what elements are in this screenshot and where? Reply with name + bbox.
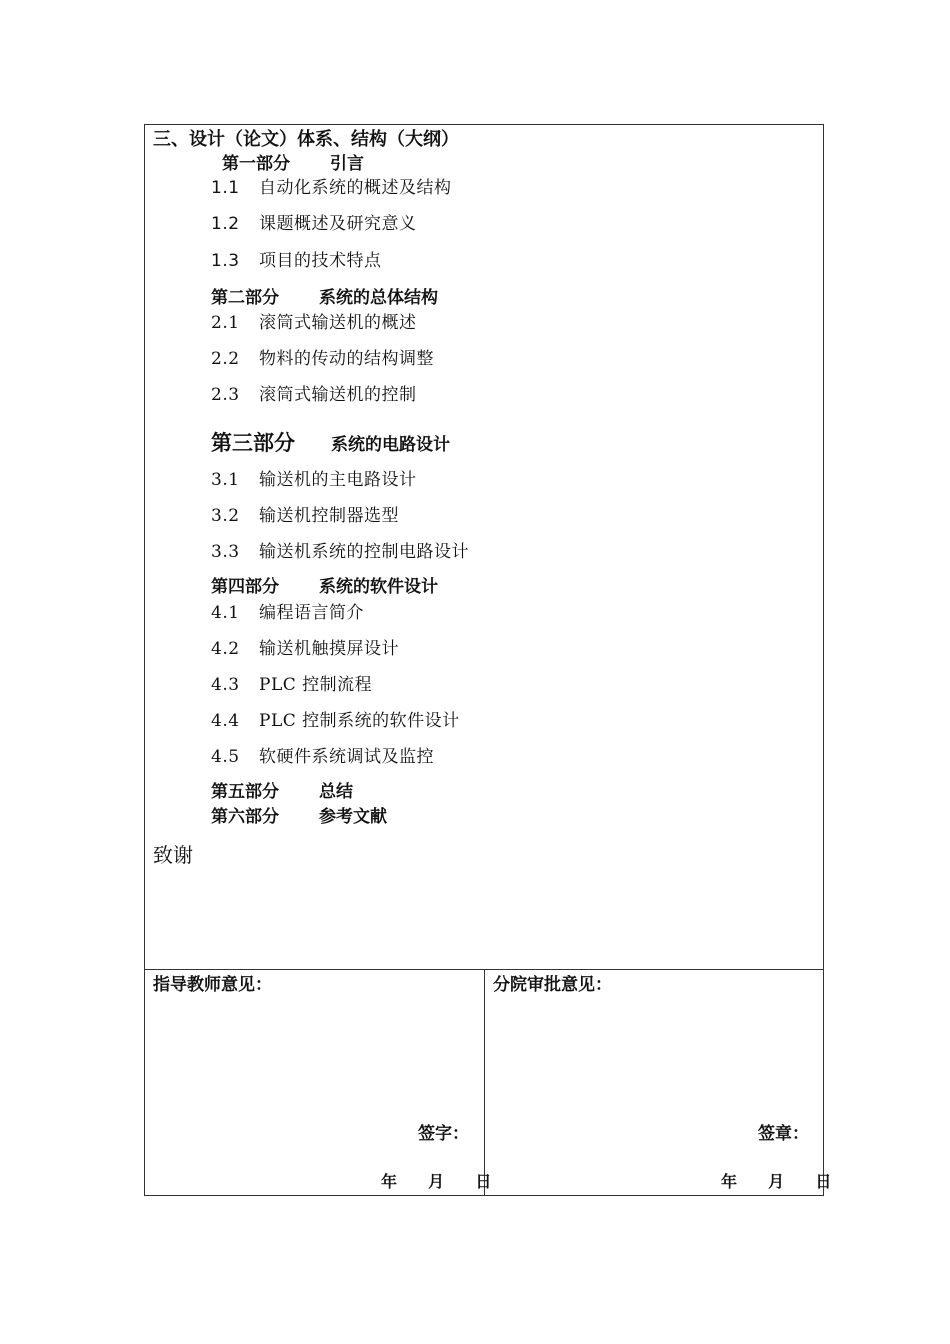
item-number: 2.2 [211, 349, 240, 369]
part-title: 系统的总体结构 [319, 288, 438, 308]
year-label: 年 [381, 1172, 398, 1191]
part-heading-4 [211, 579, 438, 596]
day-label: 日 [475, 1172, 492, 1191]
part-title: 系统的软件设计 [319, 577, 438, 597]
item-text: 输送机的主电路设计 [259, 470, 417, 490]
advisor-opinion-label: 指导教师意见： [153, 975, 272, 995]
item-number: 1.1 [211, 178, 240, 198]
outline-item-2-1 [211, 315, 417, 332]
item-number: 3.2 [211, 506, 240, 526]
part-heading-3 [211, 433, 450, 454]
part-label: 第一部分 [222, 154, 290, 174]
outline-item-4-1 [211, 605, 364, 622]
outline-item-4-2 [211, 641, 399, 658]
item-text: 滚筒式输送机的概述 [259, 313, 417, 333]
item-number: 1.2 [211, 214, 240, 234]
item-number: 4.5 [211, 747, 240, 767]
part-label: 第三部分 [211, 431, 295, 455]
item-number: 3.3 [211, 542, 240, 562]
department-date [721, 1174, 831, 1190]
item-text: 项目的技术特点 [259, 251, 382, 271]
item-text: 输送机系统的控制电路设计 [259, 542, 469, 562]
outline-item-2-3 [211, 387, 417, 404]
outline-item-1-1 [211, 180, 452, 197]
outline-item-3-3 [211, 544, 469, 561]
part-title: 系统的电路设计 [331, 435, 450, 455]
outline-item-3-1 [211, 472, 417, 489]
outline-cell [145, 125, 823, 970]
approval-form-table [144, 124, 832, 1196]
outline-heading: 三、设计（论文）体系、结构（大纲） [153, 129, 459, 150]
item-number: 4.2 [211, 639, 240, 659]
department-opinion-label: 分院审批意见： [493, 975, 612, 995]
year-label: 年 [721, 1172, 738, 1191]
item-number: 4.4 [211, 711, 240, 731]
outline-item-2-2 [211, 351, 434, 368]
part-label: 第五部分 [211, 782, 279, 802]
month-label: 月 [768, 1172, 785, 1191]
advisor-opinion-cell [145, 969, 492, 1195]
item-number: 1.3 [211, 251, 240, 271]
item-number: 2.3 [211, 385, 240, 405]
acknowledgements: 致谢 [153, 843, 193, 867]
item-text: 编程语言简介 [259, 603, 364, 623]
department-seal-label: 签章： [758, 1124, 809, 1144]
department-opinion-cell [485, 969, 832, 1195]
item-number: 3.1 [211, 470, 240, 490]
part-label: 第六部分 [211, 807, 279, 827]
part-heading-5 [211, 784, 353, 801]
item-number: 4.1 [211, 603, 240, 623]
outline-item-1-2 [211, 216, 417, 233]
item-text: 物料的传动的结构调整 [259, 349, 434, 369]
outline-item-4-3 [211, 677, 372, 694]
item-text: PLC 控制系统的软件设计 [259, 711, 460, 731]
item-number: 2.1 [211, 313, 240, 333]
part-heading-6 [211, 809, 387, 826]
part-heading-2 [211, 290, 438, 307]
part-label: 第二部分 [211, 288, 279, 308]
outline-item-4-4 [211, 713, 460, 730]
part-heading-1 [222, 156, 364, 173]
item-text: 输送机触摸屏设计 [259, 639, 399, 659]
advisor-date [381, 1174, 491, 1190]
item-text: 软硬件系统调试及监控 [259, 747, 434, 767]
month-label: 月 [428, 1172, 445, 1191]
item-text: 课题概述及研究意义 [259, 214, 417, 234]
item-text: 滚筒式输送机的控制 [259, 385, 417, 405]
part-label: 第四部分 [211, 577, 279, 597]
item-text: PLC 控制流程 [259, 675, 373, 695]
outline-item-3-2 [211, 508, 399, 525]
outline-item-4-5 [211, 749, 434, 766]
item-text: 自动化系统的概述及结构 [259, 178, 452, 198]
outline-item-1-3 [211, 253, 382, 270]
item-text: 输送机控制器选型 [259, 506, 399, 526]
advisor-signature-label: 签字： [418, 1124, 469, 1144]
item-number: 4.3 [211, 675, 240, 695]
part-title: 引言 [330, 154, 364, 174]
part-title: 总结 [319, 782, 353, 802]
part-title: 参考文献 [319, 807, 387, 827]
day-label: 日 [815, 1172, 832, 1191]
